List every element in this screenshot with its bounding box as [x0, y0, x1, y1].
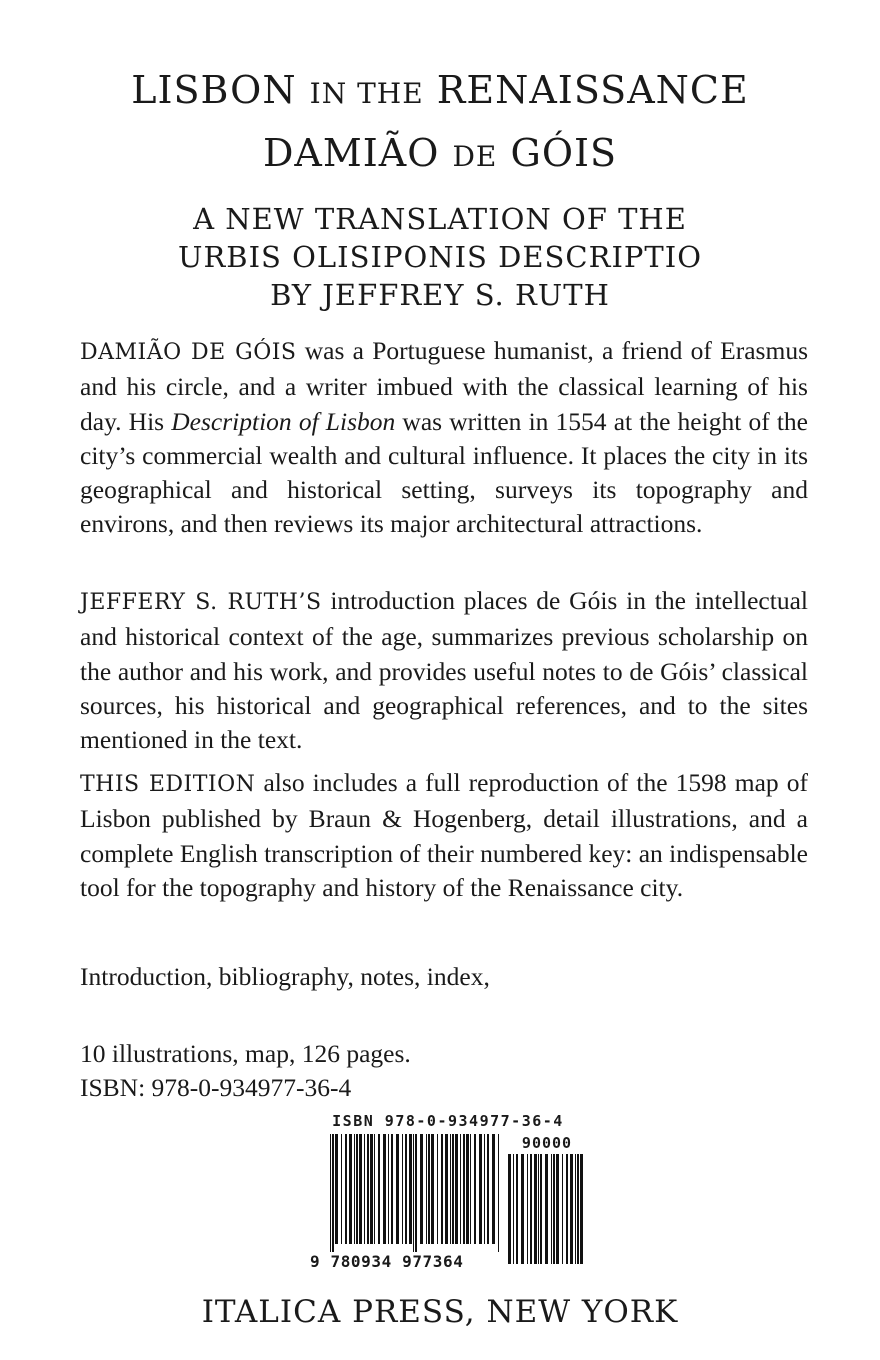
barcode-bar	[405, 1134, 407, 1244]
barcode-bar	[383, 1134, 386, 1244]
subtitle-block	[0, 200, 880, 314]
barcode-bar	[577, 1154, 579, 1264]
barcode-bar	[530, 1154, 532, 1264]
barcode-bar	[460, 1134, 461, 1244]
paragraph-text: was written in 1554 at the height of the city’s commercial wealth and cultural influence. It places the city in its geographical and historical setting, surveys its topography and environs, and then reviews its major architectural attractions.	[80, 406, 808, 539]
barcode-bar	[540, 1154, 542, 1264]
isbn-text: ISBN: 978-0-934977-36-4	[80, 1073, 352, 1102]
barcode-bar	[455, 1134, 458, 1244]
barcode-bar	[570, 1154, 573, 1264]
barcode-bar	[492, 1134, 495, 1244]
barcode-bar	[553, 1154, 555, 1264]
description-paragraph-edition	[80, 766, 808, 905]
barcode-bar	[335, 1134, 338, 1244]
barcode-bar	[391, 1134, 393, 1244]
barcode-bar	[527, 1154, 528, 1264]
barcode-bar	[575, 1154, 576, 1264]
barcode-bar	[580, 1154, 583, 1264]
title-de: DE	[452, 140, 498, 173]
paragraph-lead: JEFFERY S. RUTH’S	[80, 590, 322, 615]
barcode-isbn-label: ISBN 978-0-934977-36-4	[332, 1112, 564, 1130]
barcode-bar	[521, 1154, 524, 1264]
barcode-bar	[466, 1134, 469, 1244]
book-title-italic: Description of Lisbon	[171, 406, 396, 436]
barcode-bar	[534, 1154, 537, 1264]
barcode-bar	[345, 1134, 347, 1244]
title-lisbon: LISBON	[131, 68, 297, 112]
barcode-bar	[441, 1134, 443, 1244]
barcode-bar	[479, 1134, 482, 1244]
barcode-bar	[516, 1154, 518, 1264]
barcode-bar	[378, 1134, 380, 1244]
barcode-bar	[452, 1134, 454, 1244]
title-line-1	[0, 68, 880, 112]
barcode-main-digits: 9 780934 977364	[310, 1252, 464, 1271]
barcode-bar	[420, 1134, 423, 1244]
barcode-bar	[388, 1134, 389, 1244]
title-renaissance: RENAISSANCE	[436, 68, 749, 112]
barcode-bar	[513, 1154, 514, 1264]
paragraph-lead: THIS EDITION	[80, 772, 256, 797]
barcode-bar	[484, 1134, 485, 1244]
barcode-bar	[556, 1154, 559, 1264]
description-paragraph-author	[80, 334, 808, 542]
barcode-bar	[396, 1134, 399, 1244]
barcode-bar	[364, 1134, 365, 1244]
barcode-supplement-digits: 90000	[521, 1134, 573, 1152]
barcode-bar	[330, 1134, 331, 1252]
barcode-bar	[545, 1154, 548, 1264]
title-damiao: DAMIÃO	[262, 131, 440, 175]
barcode-bar	[402, 1134, 403, 1244]
barcode-bar	[413, 1134, 414, 1252]
barcode-bar	[437, 1134, 438, 1244]
barcode-bar	[370, 1134, 373, 1244]
barcode-bar	[426, 1134, 427, 1244]
barcode-bar	[431, 1134, 434, 1244]
barcode-bar	[354, 1134, 355, 1244]
barcode-bar	[356, 1134, 358, 1244]
description-paragraph-translator	[80, 584, 808, 757]
barcode-bar	[508, 1154, 511, 1264]
barcode-bar	[359, 1134, 362, 1244]
subtitle-line: URBIS OLISIPONIS DESCRIPTIO	[178, 240, 702, 274]
barcode-bar	[463, 1134, 465, 1244]
barcode-bar	[341, 1134, 342, 1244]
publisher: ITALICA PRESS, NEW YORK	[201, 1294, 679, 1330]
book-details: 10 illustrations, map, 126 pages.	[80, 1039, 411, 1068]
title-gois: GÓIS	[510, 131, 618, 175]
barcode-bar	[566, 1154, 568, 1264]
paragraph-text: introduction places de Góis in the intellectual and historical context of the age, summarizes previous scholarship on the author and his work, and provides useful notes to de Góis’ classical sources, his historical and geographical references, and to the sites mentioned in the text.	[80, 586, 808, 755]
contents-line: Introduction, bibliography, notes, index,	[80, 962, 490, 991]
barcode-bar	[349, 1134, 352, 1244]
barcode-bar	[332, 1134, 334, 1252]
barcode-bar	[562, 1154, 563, 1264]
paragraph-text: was a Portuguese humanist, a friend of Erasmus and his circle, and a writer imbued with the classical learning of his day. His	[80, 336, 808, 436]
barcode-bar	[498, 1134, 499, 1252]
barcode	[310, 1112, 586, 1278]
barcode-bar	[538, 1154, 539, 1264]
barcode-bar	[487, 1134, 489, 1244]
title-in-the: IN THE	[309, 77, 424, 110]
barcode-bar	[374, 1134, 375, 1244]
paragraph-text: also includes a full reproduction of the 1598 map of Lisbon published by Braun & Hogenberg, detail illustrations, and a complete English transcription of their numbered key: an indispensable tool for the topography and history of the Renaissance city.	[80, 768, 808, 902]
barcode-bar	[428, 1134, 430, 1244]
subtitle-line: BY JEFFREY S. RUTH	[270, 278, 610, 312]
barcode-bar	[367, 1134, 369, 1244]
barcode-bar	[415, 1134, 417, 1252]
title-line-2	[0, 131, 880, 175]
barcode-bar	[450, 1134, 451, 1244]
subtitle-line: A NEW TRANSLATION OF THE	[193, 202, 687, 236]
paragraph-lead: DAMIÃO DE GÓIS	[80, 340, 297, 365]
barcode-bar	[551, 1154, 552, 1264]
barcode-bar	[409, 1134, 412, 1244]
barcode-bar	[474, 1134, 476, 1244]
barcode-bar	[445, 1134, 448, 1244]
barcode-bar	[470, 1134, 471, 1244]
